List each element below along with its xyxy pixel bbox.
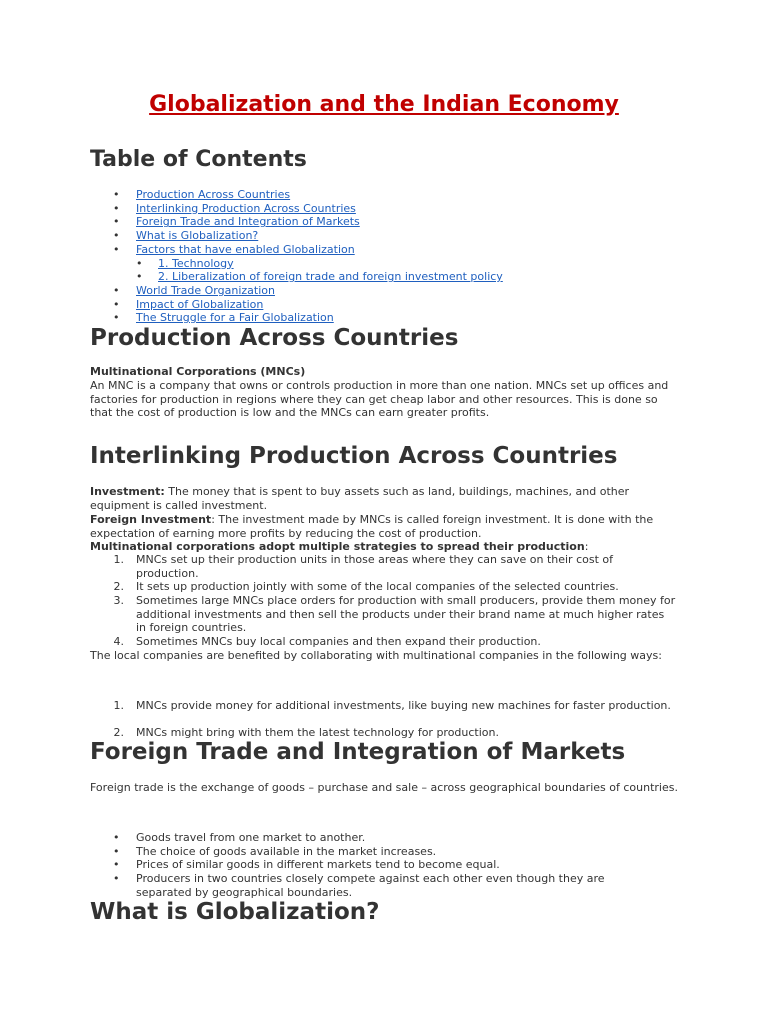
toc-item — [136, 215, 360, 229]
strategies-intro — [90, 540, 680, 554]
toc-item — [136, 202, 356, 216]
toc-item — [158, 257, 234, 271]
toc-link[interactable]: What is Globalization? — [136, 229, 259, 243]
section-heading-globalization: What is Globalization? — [90, 899, 380, 925]
paragraph-foreign-trade: Foreign trade is the exchange of goods – purchase and sale – across geographical boundaries of countries. — [90, 781, 678, 794]
toc-bullet: • — [113, 297, 120, 311]
trade-bullet-item: The choice of goods available in the market increases. — [136, 845, 437, 858]
toc-bullet: • — [113, 283, 120, 297]
toc-link[interactable]: World Trade Organization — [136, 283, 275, 297]
benefit-item: MNCs provide money for additional investments, like buying new machines for faster production. — [136, 699, 671, 712]
term-investment: Investment: — [90, 485, 165, 498]
trade-bullet-item: Goods travel from one market to another. — [136, 831, 366, 844]
list-number: 3. — [113, 594, 124, 607]
toc-bullet: • — [113, 201, 120, 215]
toc-link[interactable]: 1. Technology — [158, 256, 234, 270]
strategy-item: Sometimes large MNCs place orders for production with small producers, provide them money for additional investments and then sell the products under their brand name at much higher rates in foreign countries. — [136, 594, 676, 635]
strategies-colon: : — [584, 540, 589, 553]
toc-bullet: • — [113, 188, 120, 201]
subheading-mncs: Multinational Corporations (MNCs) — [90, 365, 306, 378]
toc-bullet: • — [113, 242, 120, 256]
paragraph-investment — [90, 485, 680, 512]
bullet-marker: • — [113, 858, 120, 871]
trade-bullet-item: Producers in two countries closely compete against each other even though they are separated by geographical boundaries. — [136, 872, 605, 899]
bullet-marker: • — [113, 845, 120, 858]
toc-link[interactable]: Factors that have enabled Globalization — [136, 242, 355, 256]
section-heading-production: Production Across Countries — [90, 325, 459, 351]
list-number: 1. — [113, 553, 124, 566]
toc-item — [158, 270, 503, 284]
document-title: Globalization and the Indian Economy — [149, 92, 619, 117]
section-heading-foreign-trade: Foreign Trade and Integration of Markets — [90, 739, 626, 765]
benefit-item: MNCs might bring with them the latest technology for production. — [136, 726, 499, 739]
term-foreign-investment: Foreign Investment — [90, 513, 212, 526]
strategy-item: Sometimes MNCs buy local companies and then expand their production. — [136, 635, 541, 648]
toc-bullet: • — [136, 256, 143, 270]
toc-link[interactable]: Impact of Globalization — [136, 297, 264, 311]
toc-link[interactable]: 2. Liberalization of foreign trade and foreign investment policy — [158, 270, 503, 284]
toc-bullet: • — [113, 311, 120, 325]
investment-definition: The money that is spent to buy assets such as land, buildings, machines, and other equipment is called investment. — [90, 485, 630, 512]
toc-link[interactable]: Production Across Countries — [136, 188, 291, 201]
toc-item — [136, 298, 263, 312]
section-heading-interlinking: Interlinking Production Across Countries — [90, 443, 618, 469]
list-number: 1. — [113, 699, 124, 712]
toc-item — [136, 243, 355, 257]
list-number: 2. — [113, 580, 124, 593]
list-number: 4. — [113, 635, 124, 648]
toc-link[interactable]: Foreign Trade and Integration of Markets — [136, 215, 360, 229]
toc-link[interactable]: The Struggle for a Fair Globalization — [136, 311, 334, 325]
strategy-item: It sets up production jointly with some of the local companies of the selected countries. — [136, 580, 619, 593]
paragraph-foreign-investment — [90, 513, 680, 540]
bullet-marker: • — [113, 831, 120, 844]
paragraph-mnc-definition: An MNC is a company that owns or controls production in more than one nation. MNCs set up offices and factories for production in regions where they can get cheap labor and other resources. This is done so that the cost of production is low and the MNCs can earn greater profits. — [90, 379, 669, 420]
foreign-investment-definition: : The investment made by MNCs is called foreign investment. It is done with the expectation of earning more profits by reducing the cost of production. — [90, 513, 654, 540]
list-number: 2. — [113, 726, 124, 739]
paragraph-benefits-intro: The local companies are benefited by collaborating with multinational companies in the following ways: — [90, 649, 662, 662]
trade-bullet-item: Prices of similar goods in different markets tend to become equal. — [136, 858, 500, 871]
toc-item — [136, 229, 258, 243]
bullet-marker: • — [113, 872, 120, 885]
toc-link[interactable]: Interlinking Production Across Countries — [136, 201, 356, 215]
toc-heading: Table of Contents — [90, 147, 307, 172]
toc-bullet: • — [136, 270, 143, 284]
strategy-item: MNCs set up their production units in those areas where they can save on their cost of production. — [136, 553, 613, 580]
toc-bullet: • — [113, 215, 120, 229]
toc-bullet: • — [113, 229, 120, 243]
term-strategies: Multinational corporations adopt multiple strategies to spread their production — [90, 540, 585, 553]
toc-item — [136, 284, 275, 298]
toc-item — [136, 188, 290, 202]
